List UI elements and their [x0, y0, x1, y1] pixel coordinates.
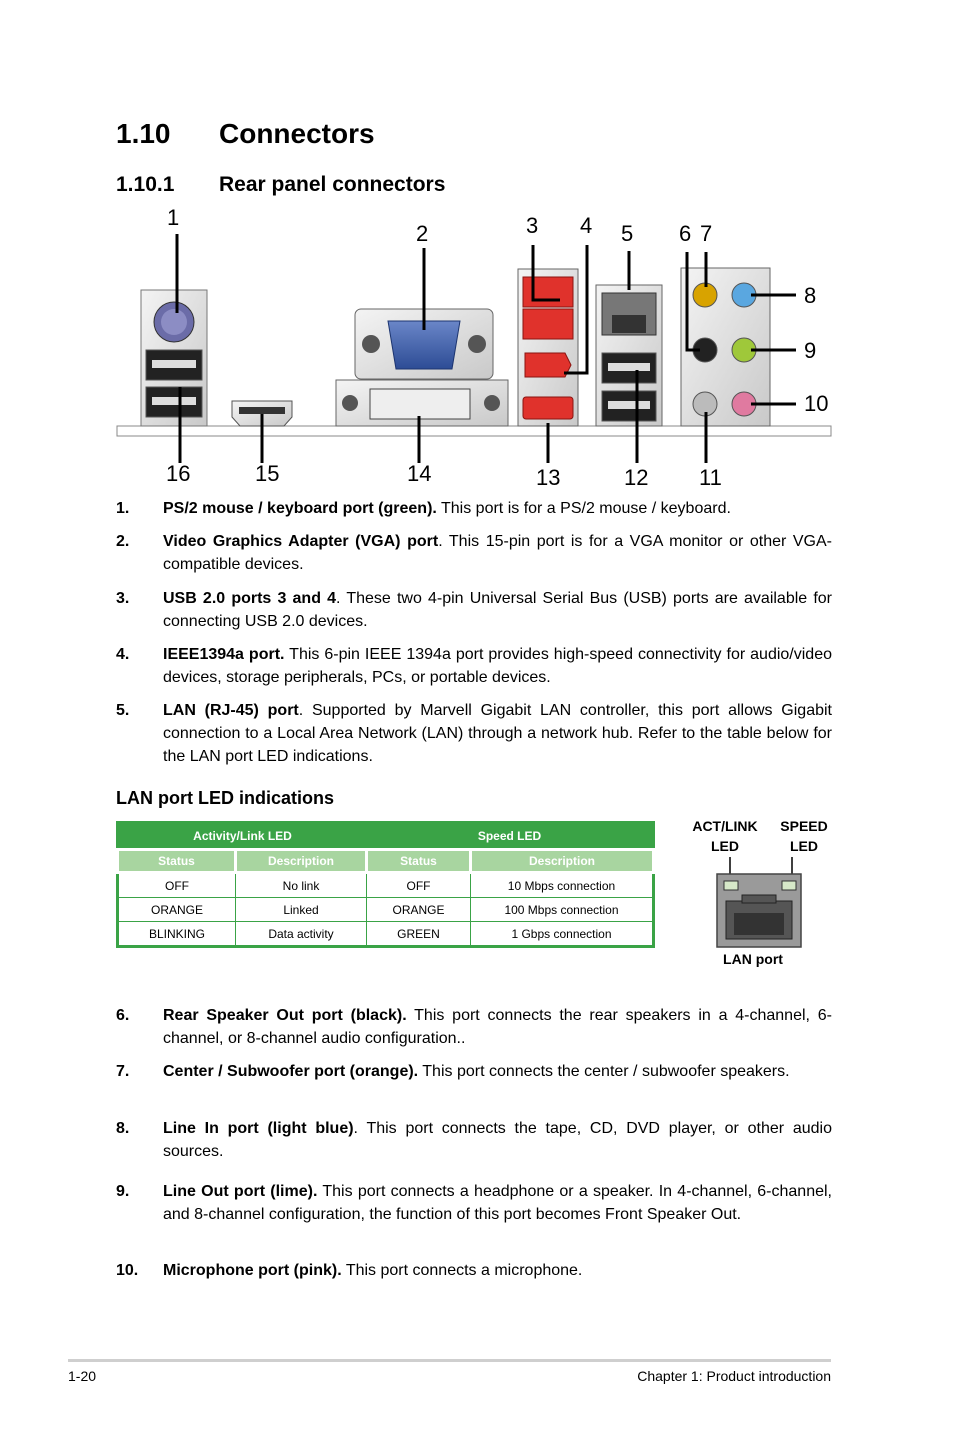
- callout-10: 10: [804, 391, 829, 416]
- callout-1: 1: [167, 205, 180, 230]
- act-link-led-label: ACT/LINK LED: [692, 818, 758, 854]
- panel-baseline: [117, 426, 831, 436]
- list-item: 2. Video Graphics Adapter (VGA) port. This 15-pin port is for a VGA monitor or other VGA-compatible devices.: [116, 533, 833, 573]
- led-heading: LAN port LED indications: [116, 788, 334, 808]
- callout-14: 14: [407, 461, 432, 486]
- callout-6: 6: [679, 221, 692, 246]
- table-row: OFF No link OFF 10 Mbps connection: [118, 873, 654, 898]
- section-number: 1.10: [116, 118, 171, 149]
- subsection-title: Rear panel connectors: [219, 173, 446, 196]
- callout-5: 5: [621, 221, 634, 246]
- list-item: 3. USB 2.0 ports 3 and 4. These two 4-pin Universal Serial Bus (USB) ports are available for connecting USB 2.0 devices.: [116, 590, 832, 630]
- list-item: 5. LAN (RJ-45) port. Supported by Marvell Gigabit LAN controller, this port allows Gigabit connection to a Local Area Network (LAN) through a network hub. Refer to the table below for the LAN port LED indications.: [116, 702, 833, 765]
- table-row: BLINKING Data activity GREEN 1 Gbps connection: [118, 922, 654, 947]
- lan-usb-stack: [596, 285, 662, 426]
- subsection-number: 1.10.1: [116, 173, 175, 196]
- footer-divider: [68, 1359, 831, 1362]
- audio-jack-panel: [681, 268, 770, 426]
- list-item: 4. IEEE1394a port. This 6-pin IEEE 1394a port provides high-speed connectivity for audio/video devices, storage peripherals, PCs, or portable devices.: [116, 646, 833, 686]
- callout-16: 16: [166, 461, 191, 486]
- list-item: 8. Line In port (light blue). This port connects the tape, CD, DVD player, or other audio sources.: [116, 1120, 832, 1160]
- callout-11: 11: [699, 465, 722, 490]
- table-column-header: Status Description Status Description: [118, 850, 654, 873]
- callout-12: 12: [624, 465, 649, 490]
- list-item: 10. Microphone port (pink). This port connects a microphone.: [116, 1262, 583, 1279]
- led-table: [116, 821, 655, 948]
- callout-8: 8: [804, 283, 817, 308]
- callout-15: 15: [255, 461, 280, 486]
- section-title: Connectors: [219, 118, 375, 149]
- speed-led-label: SPEED LED: [780, 818, 828, 854]
- lan-port-illustration: [700, 855, 810, 955]
- list-item: 7. Center / Subwoofer port (orange). This port connects the center / subwoofer speakers.: [116, 1063, 790, 1080]
- list-item: 6. Rear Speaker Out port (black). This port connects the rear speakers in a 4-channel, 6-channel, or 8-channel audio configuration..: [116, 1007, 832, 1047]
- ps2-usb-stack: [141, 290, 207, 426]
- section-heading: [116, 118, 375, 150]
- chapter-title: Chapter 1: Product introduction: [637, 1368, 831, 1384]
- dvi-port: [336, 380, 508, 426]
- callout-2: 2: [416, 221, 429, 246]
- table-row: ORANGE Linked ORANGE 100 Mbps connection: [118, 898, 654, 922]
- page-number: 1-20: [68, 1368, 97, 1384]
- callout-13: 13: [536, 465, 561, 490]
- table-group-header: Activity/Link LED Speed LED: [118, 823, 654, 850]
- usb-1394-stack: [518, 269, 578, 426]
- lan-port-label: LAN port: [723, 951, 783, 967]
- callout-4: 4: [580, 213, 593, 238]
- list-item: 1. PS/2 mouse / keyboard port (green). This port is for a PS/2 mouse / keyboard.: [116, 500, 731, 517]
- callout-9: 9: [804, 338, 817, 363]
- rear-panel-diagram: [100, 205, 840, 495]
- list-item: 9. Line Out port (lime). This port connects a headphone or a speaker. In 4-channel, 6-channel, and 8-channel configuration, the function of this port becomes Front Speaker Out.: [116, 1183, 832, 1223]
- callout-3: 3: [526, 213, 539, 238]
- callout-7: 7: [700, 221, 713, 246]
- subsection-heading: [116, 173, 445, 197]
